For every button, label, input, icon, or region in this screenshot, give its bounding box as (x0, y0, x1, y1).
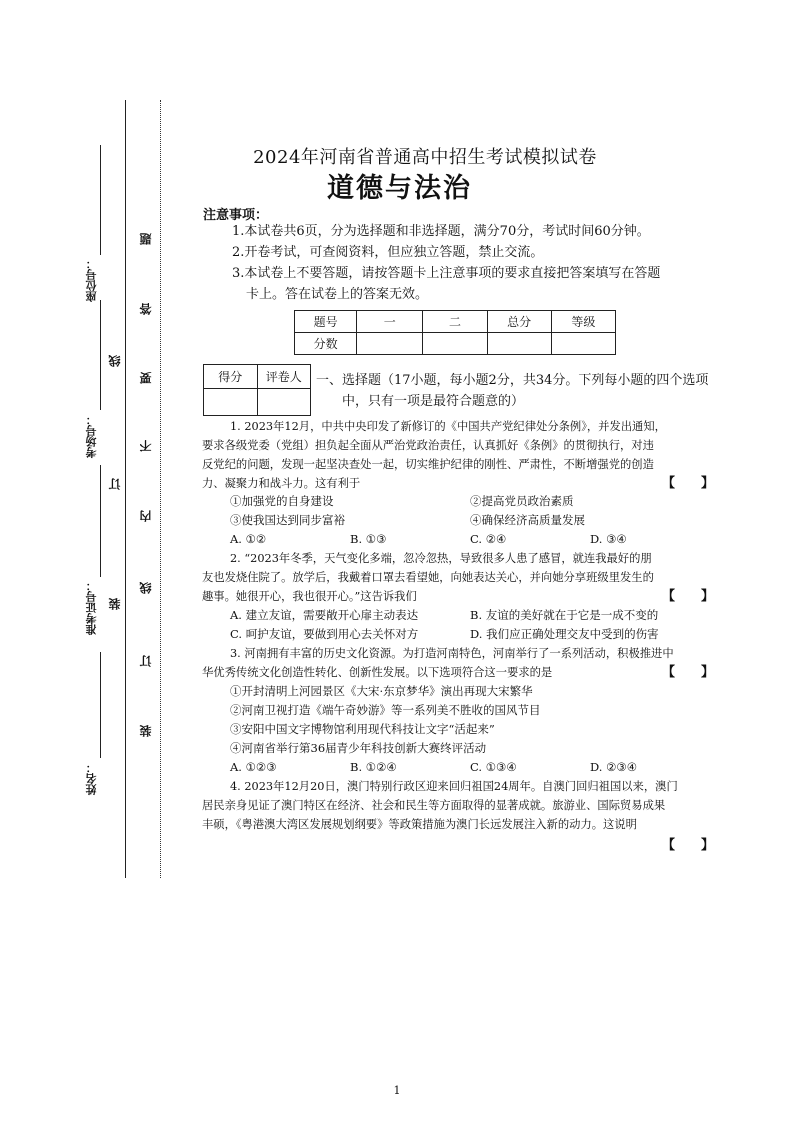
section1-heading-cont: 中，只有一项是最符合题意的） (342, 394, 525, 409)
page-number: 1 (393, 1084, 401, 1097)
dotted-line-char: 内 (139, 510, 153, 522)
seat-number-label: 座位号： (85, 258, 98, 302)
q3-stem: 3. 河南拥有丰富的历史文化资源。为打造河南特色，河南举行了一系列活动，积极推进中 (230, 647, 674, 660)
score-table-header: 二 (423, 311, 487, 333)
score-table-header: 一 (357, 311, 423, 333)
q2-stem: 趣事。她很开心，我也很开心。”这告诉我们 (202, 590, 417, 603)
notice-item: 卡上。答在试卷上的答案无效。 (246, 287, 429, 302)
dotted-line-char: 不 (139, 440, 153, 452)
subject-title: 道德与法治 (327, 173, 472, 204)
score-table (294, 310, 616, 355)
notice-item: 3.本试卷上不要答题，请按答题卡上注意事项的要求直接把答案填写在答题 (232, 266, 661, 281)
grader-score-cell[interactable] (204, 389, 258, 416)
dotted-line-char: 题 (139, 233, 153, 245)
q3-item: ②河南卫视打造《端午奇妙游》等一系列美不胜收的国风节目 (230, 703, 541, 717)
q4-stem: 4. 2023年12月20日，澳门特别行政区迎来回归祖国24周年。自澳门回归祖国以来，澳门 (230, 780, 678, 793)
score-cell[interactable] (357, 333, 423, 355)
grader-table (203, 364, 311, 416)
q3-item: ①开封清明上河园景区《大宋·东京梦华》演出再现大宋繁华 (230, 684, 533, 698)
q3-stem: 华优秀传统文化创造性转化、创新性发展。以下选项符合这一要求的是 (202, 666, 553, 679)
q1-option-b[interactable]: B. ①③ (350, 532, 387, 546)
solid-line-char: 订 (108, 478, 122, 490)
score-cell[interactable] (423, 333, 487, 355)
q3-answer-bracket[interactable]: 【 】 (662, 665, 715, 680)
grader-name-cell[interactable] (257, 389, 311, 416)
dotted-line-char: 装 (139, 725, 153, 737)
q2-answer-bracket[interactable]: 【 】 (662, 589, 715, 604)
score-table-header: 题号 (295, 311, 357, 333)
score-cell[interactable] (551, 333, 615, 355)
notice-item: 1.本试卷共6页，分为选择题和非选择题，满分70分，考试时间60分钟。 (232, 224, 650, 239)
q4-answer-bracket[interactable]: 【 】 (662, 838, 715, 853)
q1-option-a[interactable]: A. ①② (230, 532, 267, 546)
score-cell[interactable] (487, 333, 551, 355)
q1-item: ②提高党员政治素质 (470, 494, 574, 508)
dotted-line-char: 要 (139, 372, 153, 384)
q1-stem: 力、凝聚力和战斗力。这有利于 (202, 477, 361, 490)
dotted-line-char: 答 (139, 303, 153, 315)
score-table-header: 等级 (551, 311, 615, 333)
q1-option-d[interactable]: D. ③④ (590, 532, 627, 546)
q3-option-b[interactable]: B. ①②④ (350, 760, 397, 774)
q2-stem: 2. “2023年冬季，天气变化多端，忽冷忽热，导致很多人患了感冒，就连我最好的朋 (230, 552, 652, 565)
q4-stem: 居民亲身见证了澳门特区在经济、社会和民生等方面取得的显著成就。旅游业、国际贸易成果 (202, 799, 666, 812)
q3-option-c[interactable]: C. ①③④ (470, 760, 517, 774)
q3-item: ③安阳中国文字博物馆利用现代科技让文字“活起来” (230, 722, 495, 736)
q2-option-d[interactable]: D. 我们应正确处理交友中受到的伤害 (470, 627, 659, 641)
binding-solid-line (125, 100, 126, 878)
section1-heading: 一、选择题（17小题，每小题2分，共34分。下列每小题的四个选项 (316, 373, 709, 388)
q1-item: ①加强党的自身建设 (230, 494, 334, 508)
q1-answer-bracket[interactable]: 【 】 (662, 476, 715, 491)
name-field[interactable] (100, 652, 101, 758)
q1-stem: 要求各级党委（党组）担负起全面从严治党政治责任，认真抓好《条例》的贯彻执行，对违 (202, 439, 654, 452)
q2-option-c[interactable]: C. 呵护友谊，要做到用心去关怀对方 (230, 627, 419, 641)
exam-room-label: 考场号： (85, 414, 98, 458)
q1-stem: 1. 2023年12月，中共中央印发了新修订的《中国共产党纪律处分条例》，并发出通知， (230, 420, 666, 433)
q3-item: ④河南省举行第36届青少年科技创新大赛终评活动 (230, 741, 487, 755)
q4-stem: 丰硕，《粤港澳大湾区发展规划纲要》等政策措施为澳门长远发展注入新的动力。这说明 (202, 818, 637, 831)
notice-item: 2.开卷考试，可查阅资料，但应独立答题，禁止交流。 (232, 245, 544, 260)
ticket-number-label: 准考证号： (85, 580, 98, 635)
q1-option-c[interactable]: C. ②④ (470, 532, 507, 546)
exam-title: 2024年河南省普通高中招生考试模拟试卷 (253, 147, 597, 168)
grader-score-header: 得分 (204, 365, 258, 389)
q1-stem: 反党纪的问题，发现一起坚决查处一起，切实维护纪律的刚性、严肃性，不断增强党的创造 (202, 458, 654, 471)
notice-title: 注意事项： (203, 208, 269, 223)
solid-line-char: 线 (108, 355, 122, 367)
q3-option-a[interactable]: A. ①②③ (230, 760, 277, 774)
q1-item: ③使我国达到同步富裕 (230, 513, 345, 527)
q1-item: ④确保经济高质量发展 (470, 513, 585, 527)
dotted-line-char: 线 (139, 582, 153, 594)
grader-name-header: 评卷人 (257, 365, 311, 389)
solid-line-char: 装 (108, 598, 122, 610)
ticket-number-field[interactable] (100, 465, 101, 577)
score-table-header: 总分 (487, 311, 551, 333)
exam-room-field[interactable] (100, 300, 101, 410)
q2-option-a[interactable]: A. 建立友谊，需要敞开心扉主动表达 (230, 608, 419, 622)
dotted-line-char: 订 (139, 655, 153, 667)
score-row-label: 分数 (295, 333, 357, 355)
q3-option-d[interactable]: D. ②③④ (590, 760, 638, 774)
binding-dotted-line (160, 100, 161, 878)
name-label: 姓名： (85, 762, 98, 795)
q2-stem: 友也发烧住院了。放学后，我戴着口罩去看望她，向她表达关心，并向她分享班级里发生的 (202, 571, 654, 584)
q2-option-b[interactable]: B. 友谊的美好就在于它是一成不变的 (470, 608, 659, 622)
